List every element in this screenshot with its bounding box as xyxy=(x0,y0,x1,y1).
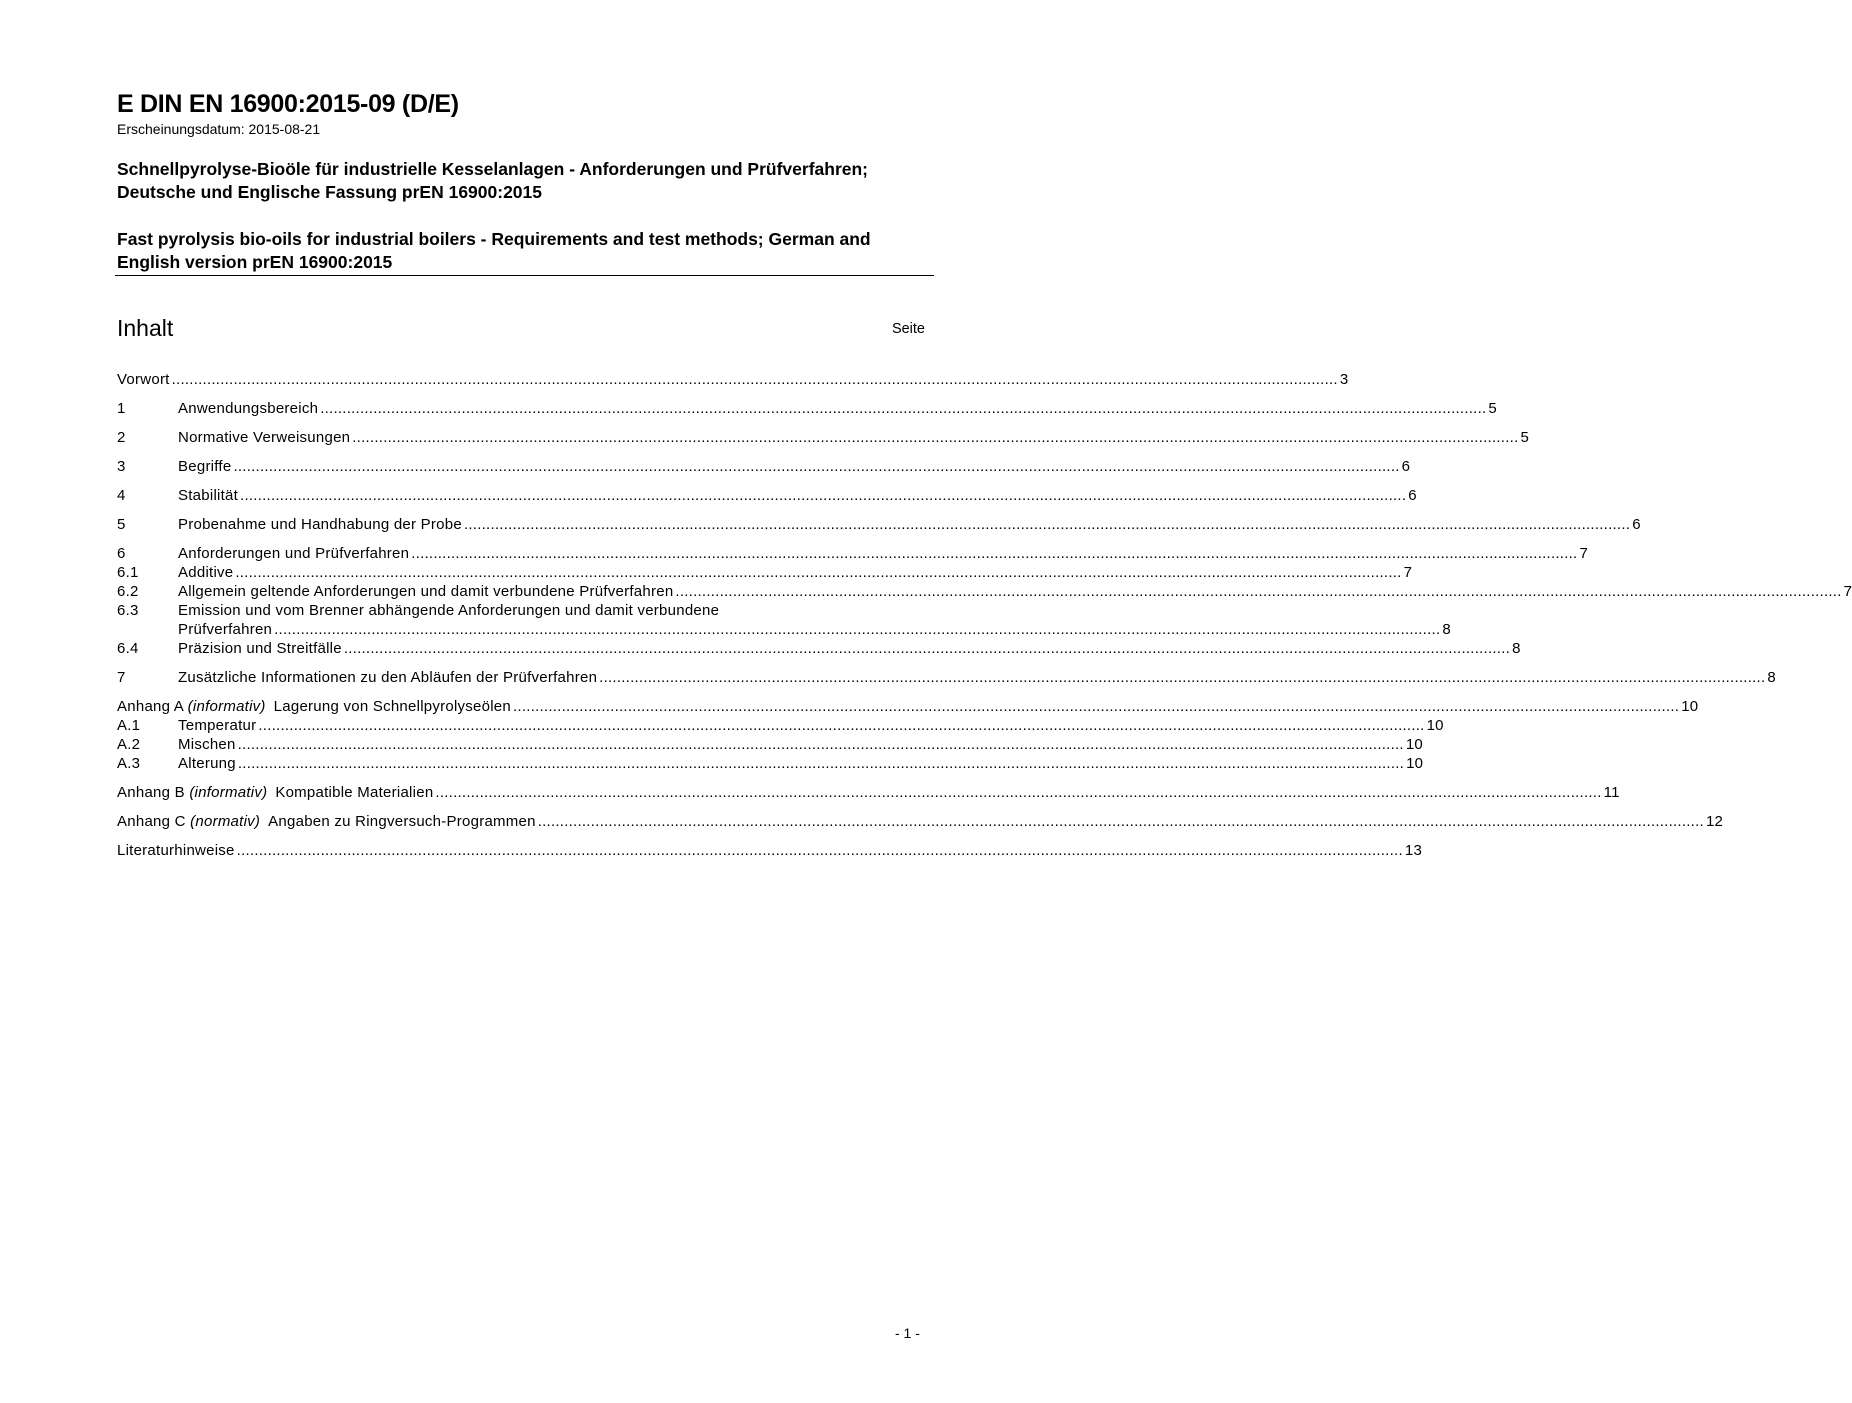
toc-entry-page: 7 xyxy=(1403,564,1413,581)
toc-entry-a-2[interactable] xyxy=(117,735,1424,754)
toc-entry-page: 10 xyxy=(1681,698,1699,715)
toc-entry-number: 4 xyxy=(117,487,126,504)
toc-entry-5[interactable] xyxy=(117,515,1641,534)
toc-entry-annex-c[interactable] xyxy=(117,812,1724,831)
toc-entry-title: Allgemein geltende Anforderungen und damit verbundene Prüfverfahren xyxy=(178,583,674,600)
page-number: - 1 - xyxy=(895,1325,920,1341)
toc-heading: Inhalt xyxy=(117,315,174,341)
toc-entry-number: 3 xyxy=(117,458,126,475)
dot-leader xyxy=(274,620,1440,639)
toc-entry-number: 6.4 xyxy=(117,640,139,657)
annex-label xyxy=(117,697,266,716)
dot-leader xyxy=(258,716,1424,735)
toc-entry-page: 10 xyxy=(1426,717,1444,734)
toc-entry-title: Stabilität xyxy=(178,487,239,504)
toc-entry-page: 7 xyxy=(1843,583,1852,600)
toc-entry-second-line xyxy=(178,620,1451,639)
toc-entry-page: 8 xyxy=(1512,640,1521,657)
toc-entry-title: Zusätzliche Informationen zu den Abläufen der Prüfverfahren xyxy=(178,669,598,686)
toc-entry-number: 6 xyxy=(117,545,126,562)
dot-leader xyxy=(233,457,1399,476)
toc-entry-number: 6.2 xyxy=(117,583,139,600)
toc-entry-number: A.2 xyxy=(117,736,141,753)
toc-entry-title: Vorwort xyxy=(117,371,170,388)
dot-leader xyxy=(320,399,1486,418)
toc-entry-page: 6 xyxy=(1632,516,1641,533)
toc-entry-3[interactable] xyxy=(117,457,1411,476)
toc-entry-page: 8 xyxy=(1767,669,1776,686)
toc-entry-2[interactable] xyxy=(117,428,1530,447)
toc-entry-title: Literaturhinweise xyxy=(117,842,235,859)
toc-entry-number: 7 xyxy=(117,669,126,686)
toc-entry-number: A.3 xyxy=(117,755,141,772)
toc-entry-page: 5 xyxy=(1520,429,1530,446)
annex-letter: Anhang A xyxy=(117,698,184,715)
toc-entry-title: Lagerung von Schnellpyrolyseölen xyxy=(273,698,511,715)
toc-entry-1[interactable] xyxy=(117,399,1497,418)
toc-entry-6-4[interactable] xyxy=(117,639,1521,658)
toc-entry-title: Begriffe xyxy=(178,458,232,475)
toc-entry-number: 6.1 xyxy=(117,564,139,581)
toc-entry-6-1[interactable] xyxy=(117,563,1413,582)
publication-date: Erscheinungsdatum: 2015-08-21 xyxy=(117,121,321,137)
toc-entry-title: Anwendungsbereich xyxy=(178,400,319,417)
dot-leader xyxy=(411,544,1577,563)
dot-leader xyxy=(344,639,1510,658)
title-german: Schnellpyrolyse-Bioöle für industrielle Kesselanlagen - Anforderungen und Prüfverfahren; Deutsche und Englische Fassung prEN 16900:2015 xyxy=(117,159,869,202)
dot-leader xyxy=(513,697,1679,716)
annex-kind: (informativ) xyxy=(189,784,268,801)
toc-page-column-label: Seite xyxy=(891,321,925,337)
toc-entry-title-line2: Prüfverfahren xyxy=(178,621,273,638)
toc-entry-page: 3 xyxy=(1339,371,1349,388)
dot-leader xyxy=(235,563,1401,582)
annex-letter: Anhang C xyxy=(117,813,186,830)
toc-entry-page: 10 xyxy=(1406,755,1424,772)
toc-entry-number: 5 xyxy=(117,516,126,533)
header-divider xyxy=(115,275,934,276)
toc-entry-page: 5 xyxy=(1488,400,1497,417)
toc-entry-number: 1 xyxy=(117,400,126,417)
toc-entry-title: Normative Verweisungen xyxy=(178,429,351,446)
toc-entry-title-line1: Emission und vom Brenner abhängende Anforderungen und damit verbundene xyxy=(178,602,720,619)
annex-kind: (informativ) xyxy=(187,698,266,715)
toc-entry-6-3[interactable] xyxy=(117,601,1451,639)
annex-letter: Anhang B xyxy=(117,784,185,801)
toc-entry-title: Kompatible Materialien xyxy=(275,784,434,801)
dot-leader xyxy=(238,735,1404,754)
toc-entry-page: 11 xyxy=(1603,784,1620,801)
toc-entry-title: Anforderungen und Prüfverfahren xyxy=(178,545,410,562)
toc-entry-a-1[interactable] xyxy=(117,716,1444,735)
table-of-contents xyxy=(117,370,1852,860)
toc-entry-page: 6 xyxy=(1401,458,1411,475)
toc-entry-page: 6 xyxy=(1408,487,1417,504)
dot-leader xyxy=(464,515,1630,534)
toc-entry-number: A.1 xyxy=(117,717,141,734)
dot-leader xyxy=(675,582,1841,601)
dot-leader xyxy=(240,486,1406,505)
toc-entry-a-3[interactable] xyxy=(117,754,1424,773)
dot-leader xyxy=(237,841,1403,860)
dot-leader xyxy=(538,812,1704,831)
toc-entry-literaturhinweise[interactable] xyxy=(117,841,1423,860)
toc-entry-title: Angaben zu Ringversuch-Programmen xyxy=(268,813,536,830)
toc-entry-title: Temperatur xyxy=(178,717,257,734)
toc-entry-title: Mischen xyxy=(178,736,236,753)
toc-entry-page: 12 xyxy=(1705,813,1724,830)
toc-entry-page: 7 xyxy=(1579,545,1589,562)
toc-entry-annex-b[interactable] xyxy=(117,783,1620,802)
dot-leader xyxy=(238,754,1404,773)
toc-entry-number: 6.3 xyxy=(117,602,139,619)
annex-kind: (normativ) xyxy=(190,813,261,830)
annex-label xyxy=(117,783,267,802)
toc-entry-annex-a[interactable] xyxy=(117,697,1699,716)
toc-entry-page: 10 xyxy=(1405,736,1424,753)
toc-entry-number: 2 xyxy=(117,429,126,446)
toc-entry-7[interactable] xyxy=(117,668,1776,687)
dot-leader xyxy=(172,370,1338,389)
toc-entry-multiline-body xyxy=(178,601,1451,639)
document-id: E DIN EN 16900:2015-09 (D/E) xyxy=(117,90,459,118)
toc-entry-6-2[interactable] xyxy=(117,582,1852,601)
toc-entry-vorwort[interactable] xyxy=(117,370,1349,389)
toc-entry-page: 8 xyxy=(1442,621,1451,638)
dot-leader xyxy=(599,668,1765,687)
toc-entry-title: Alterung xyxy=(178,755,236,772)
toc-entry-title: Präzision und Streitfälle xyxy=(178,640,342,657)
toc-entry-title: Probenahme und Handhabung der Probe xyxy=(178,516,462,533)
annex-label xyxy=(117,812,260,831)
dot-leader xyxy=(352,428,1518,447)
dot-leader xyxy=(435,783,1601,802)
toc-entry-page: 13 xyxy=(1404,842,1423,859)
title-english: Fast pyrolysis bio-oils for industrial boilers - Requirements and test methods; German and English version prEN 16900:2015 xyxy=(117,229,871,272)
toc-entry-6[interactable] xyxy=(117,544,1589,563)
toc-entry-4[interactable] xyxy=(117,486,1417,505)
toc-entry-title: Additive xyxy=(178,564,234,581)
